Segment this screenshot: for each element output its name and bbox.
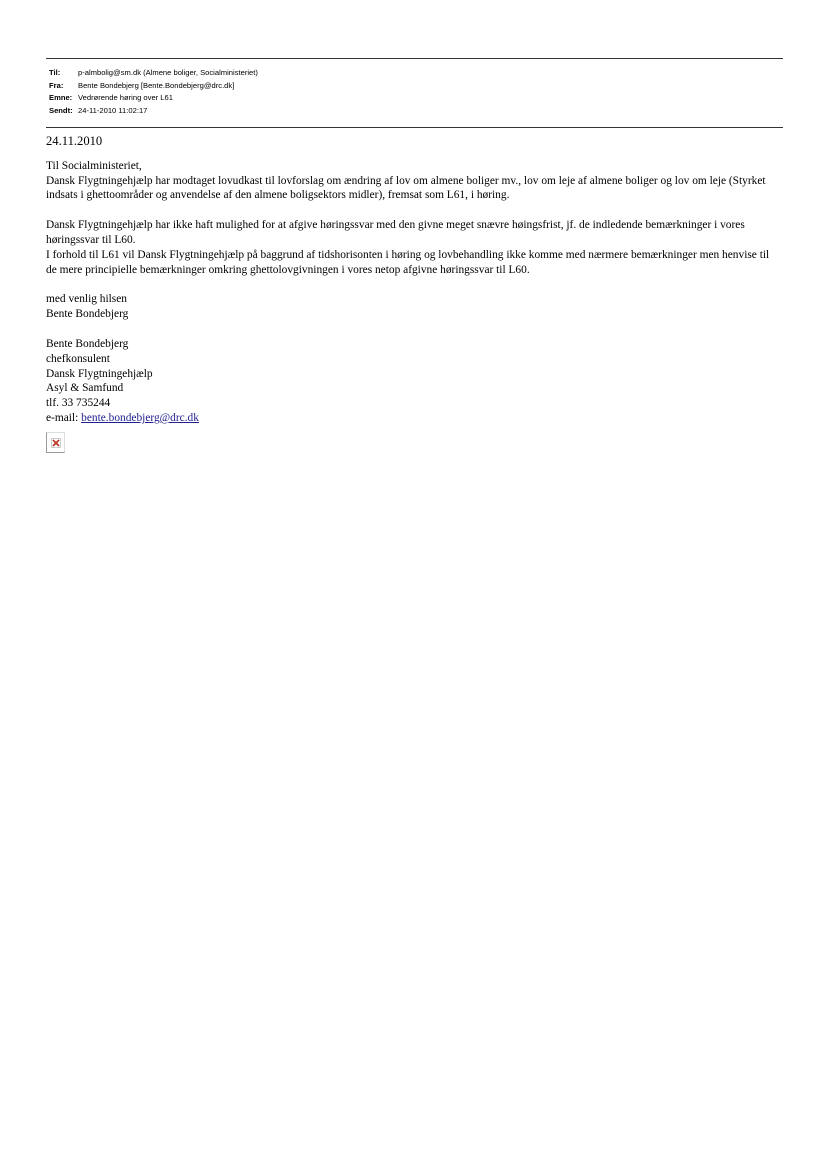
sendt-label: Sendt: xyxy=(49,106,73,116)
fra-value: Bente Bondebjerg [Bente.Bondebjerg@drc.dk] xyxy=(78,80,235,90)
til-label: Til: xyxy=(49,68,61,77)
emne-label: Emne: xyxy=(49,93,73,103)
letter-date: 24.11.2010 xyxy=(46,134,103,148)
paragraph-2-line-4: de mere principielle bemærkninger omkring ghettolovgivningen i vores netop afgivne høringssvar til L60. xyxy=(46,263,530,276)
header-row-emne xyxy=(49,92,258,105)
email-body xyxy=(46,134,786,426)
closing-name: Bente Bondebjerg xyxy=(46,308,129,321)
paragraph-1-line-1: Dansk Flygtningehjælp har modtaget lovudkast til lovforslag om ændring af lov om almene boliger mv., lov om leje af almene boliger og lov om leje (Styrket xyxy=(46,174,766,187)
greeting: Til Socialministeriet, xyxy=(46,159,142,172)
sendt-value: 24-11-2010 11:02:17 xyxy=(78,106,148,116)
header-row-sendt xyxy=(49,105,258,118)
signature-phone: tlf. 33 735244 xyxy=(46,397,111,410)
paragraph-2-line-2: høringssvar til L60. xyxy=(46,233,136,246)
header-bottom-rule xyxy=(46,127,783,128)
broken-image-placeholder xyxy=(46,432,65,453)
email-link[interactable]: bente.bondebjerg@drc.dk xyxy=(81,411,199,424)
signature-department: Asyl & Samfund xyxy=(46,382,124,395)
paragraph-1-line-2: indsats i ghettoområder og anvendelse af den almene boligsektors midler), fremsat som L61, i høring. xyxy=(46,189,510,202)
paragraph-2-line-3: I forhold til L61 vil Dansk Flygtningehjælp på baggrund af tidshorisonten i høring og lovbehandling ikke komme med nærmere bemærkninger men henvise til xyxy=(46,248,770,261)
emne-value: Vedrørende høring over L61 xyxy=(78,93,173,103)
header-row-fra xyxy=(49,80,258,93)
signature-name: Bente Bondebjerg xyxy=(46,337,129,350)
signature-title: chefkonsulent xyxy=(46,352,110,365)
header-row-til xyxy=(49,67,258,80)
fra-label: Fra: xyxy=(49,80,64,90)
header-top-rule xyxy=(46,58,783,59)
paragraph-2-line-1: Dansk Flygtningehjælp har ikke haft mulighed for at afgive høringssvar med den givne meget snævre høingsfrist, jf. de indledende bemærkninger i vores xyxy=(46,219,745,232)
signature-email-line xyxy=(46,411,786,426)
email-header-block xyxy=(49,67,258,118)
email-label: e-mail: xyxy=(46,411,79,424)
til-value: p-almbolig@sm.dk (Almene boliger, Socialministeriet) xyxy=(78,68,258,77)
signature-organization: Dansk Flygtningehjælp xyxy=(46,367,153,380)
signature-block xyxy=(46,337,786,426)
closing: med venlig hilsen xyxy=(46,293,127,306)
